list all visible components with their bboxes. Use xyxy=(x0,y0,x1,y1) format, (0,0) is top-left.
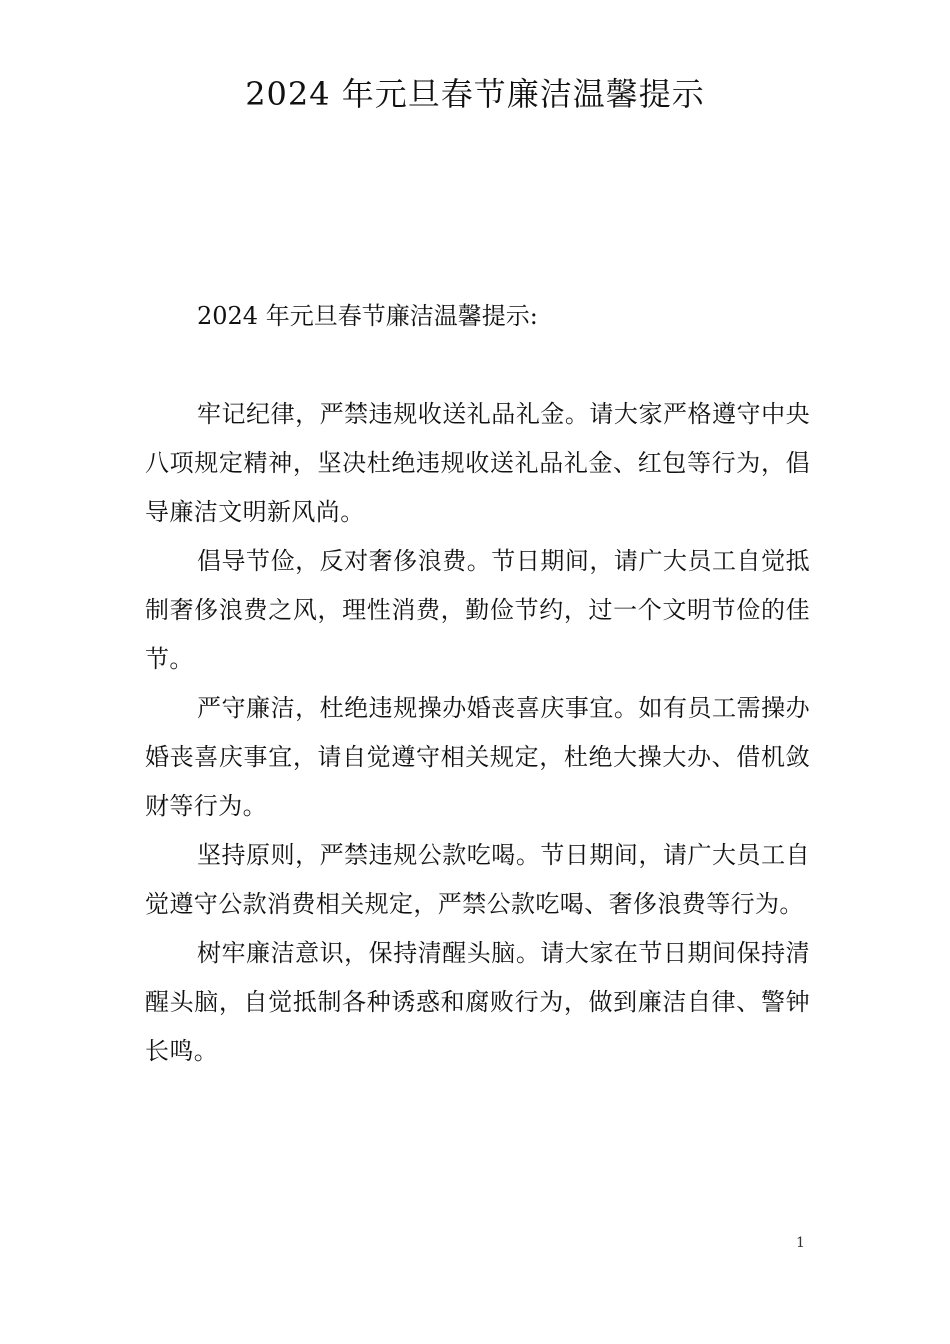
paragraph-discipline: 牢记纪律，严禁违规收送礼品礼金。请大家严格遵守中央八项规定精神，坚决杜绝违规收送礼品礼金、红包等行为，倡导廉洁文明新风尚。 xyxy=(145,400,810,526)
body-paragraphs xyxy=(145,390,810,1076)
paragraph-ceremonies: 严守廉洁，杜绝违规操办婚丧喜庆事宜。如有员工需操办婚丧喜庆事宜，请自觉遵守相关规定，杜绝大操大办、借机敛财等行为。 xyxy=(145,694,810,820)
paragraph-public-funds: 坚持原则，严禁违规公款吃喝。节日期间，请广大员工自觉遵守公款消费相关规定，严禁公款吃喝、奢侈浪费等行为。 xyxy=(145,841,810,918)
paragraph-frugality: 倡导节俭，反对奢侈浪费。节日期间，请广大员工自觉抵制奢侈浪费之风，理性消费，勤俭节约，过一个文明节俭的佳节。 xyxy=(145,547,810,673)
paragraph-awareness: 树牢廉洁意识，保持清醒头脑。请大家在节日期间保持清醒头脑，自觉抵制各种诱惑和腐败行为，做到廉洁自律、警钟长鸣。 xyxy=(145,939,810,1065)
page-number: 1 xyxy=(796,1235,805,1251)
intro-line: 2024 年元旦春节廉洁温馨提示: xyxy=(197,302,538,330)
document-title: 2024 年元旦春节廉洁温馨提示 xyxy=(245,75,705,113)
